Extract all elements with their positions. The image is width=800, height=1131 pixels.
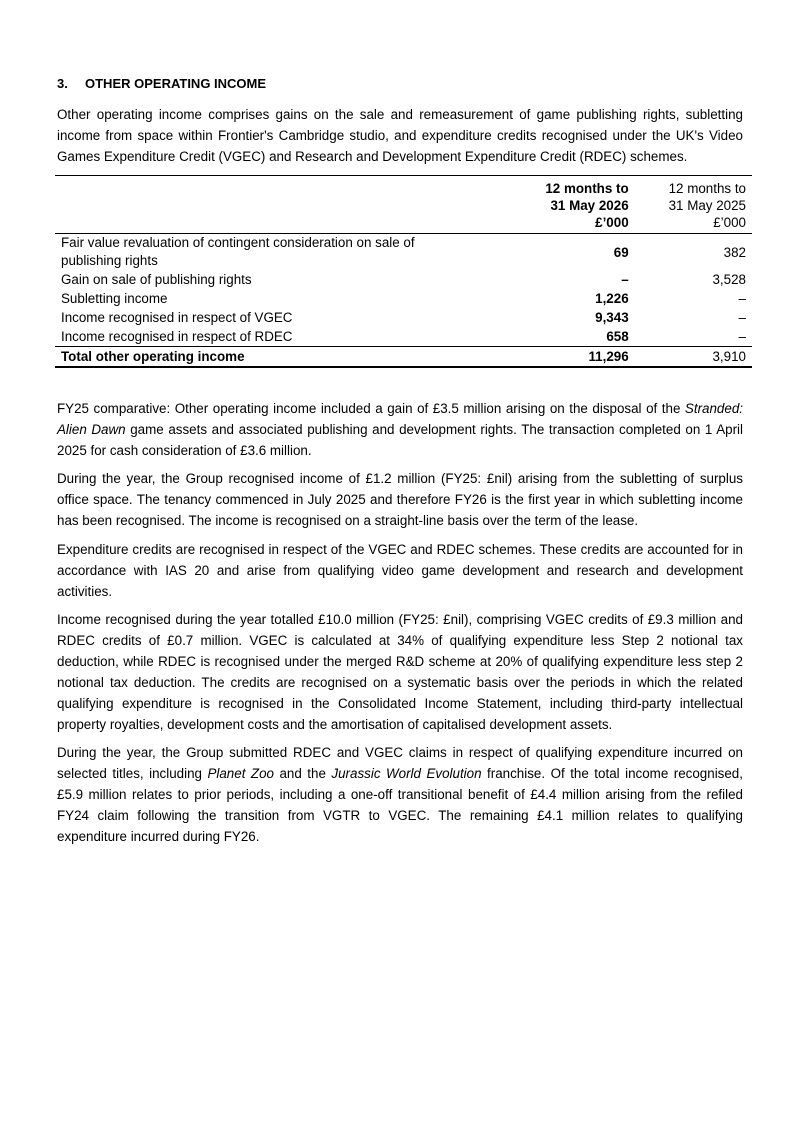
header-2025 xyxy=(635,176,752,234)
total-label: Total other operating income xyxy=(55,347,508,368)
claims-paragraph xyxy=(57,742,743,847)
p1-text-a: FY25 comparative: Other operating income included a gain of £3.5 million arising on the disposal of the xyxy=(57,401,685,416)
header-2026-line2: 31 May 2026 xyxy=(550,198,629,213)
section-heading xyxy=(57,76,266,91)
p5-text-a: During the year, the Group submitted RDEC and VGEC claims in respect of qualifying expenditure incurred on selected titles, including xyxy=(57,745,743,781)
header-2025-line1: 12 months to xyxy=(668,181,746,196)
table-row xyxy=(55,289,752,308)
intro-paragraph: Other operating income comprises gains on the sale and remeasurement of game publishing rights, subletting income from space within Frontier's Cambridge studio, and expenditure credits recognised under the UK's Video Games Expenditure Credit (VGEC) and Research and Development Expenditure Credit (RDEC) schemes. xyxy=(57,107,743,164)
row-value-2025: – xyxy=(738,310,746,325)
row-value-2026: 658 xyxy=(606,329,629,344)
header-2026-line1: 12 months to xyxy=(545,181,629,196)
income-table xyxy=(55,175,752,368)
section-title: OTHER OPERATING INCOME xyxy=(85,76,267,91)
row-value-2025: 382 xyxy=(635,234,752,271)
table-row xyxy=(55,327,752,347)
header-blank xyxy=(55,176,508,234)
header-2026 xyxy=(508,176,635,234)
section-number: 3. xyxy=(57,76,68,91)
table-row xyxy=(55,308,752,327)
table-header-row xyxy=(55,176,752,234)
p5-italic-planet-zoo: Planet Zoo xyxy=(207,766,274,781)
total-value-2025: 3,910 xyxy=(635,347,752,368)
p5-text-c: franchise. Of the total income recognised, £5.9 million relates to prior periods, including a one-off transitional benefit of £4.4 million arising from the refiled FY24 claim following the transition from VGTR to VGEC. The remaining £4.1 million relates to qualifying expenditure incurred during FY26. xyxy=(57,766,743,844)
p5-text-b: and the xyxy=(273,766,332,781)
row-value-2025: – xyxy=(738,329,746,344)
row-value-2026: – xyxy=(621,272,629,287)
fy25-comparative-paragraph xyxy=(57,398,743,461)
row-value-2026: 1,226 xyxy=(595,291,629,306)
header-2025-line2: 31 May 2025 xyxy=(668,198,746,213)
row-label: Income recognised in respect of VGEC xyxy=(61,310,293,325)
p1-text-b: game assets and associated publishing and development rights. The transaction completed on 1 April 2025 for cash consideration of £3.6 million. xyxy=(57,422,743,458)
row-value-2026: 9,343 xyxy=(595,310,629,325)
table-row xyxy=(55,234,752,271)
header-2026-unit: £’000 xyxy=(595,215,629,230)
expenditure-credits-paragraph: Expenditure credits are recognised in respect of the VGEC and RDEC schemes. These credits are accounted for in accordance with IAS 20 and arise from qualifying video game development and research and development activities. xyxy=(57,542,743,599)
row-label: Subletting income xyxy=(61,291,168,306)
income-recognised-paragraph: Income recognised during the year totalled £10.0 million (FY25: £nil), comprising VGEC credits of £9.3 million and RDEC credits of £0.7 million. VGEC is calculated at 34% of qualifying expenditure less Step 2 notional tax deduction, while RDEC is recognised under the merged R&D scheme at 20% of qualifying expenditure less step 2 notional tax deduction. The credits are recognised on a systematic basis over the periods in which the related qualifying expenditure is recognised in the Consolidated Income Statement, including third-party intellectual property royalties, development costs and the amortisation of capitalised development assets. xyxy=(57,612,743,732)
row-value-2025: – xyxy=(738,291,746,306)
p1-italic-title: Stranded: Alien Dawn xyxy=(57,401,743,437)
subletting-paragraph: During the year, the Group recognised income of £1.2 million (FY25: £nil) arising from the subletting of surplus office space. The tenancy commenced in July 2025 and therefore FY26 is the first year in which subletting income has been recognised. The income is recognised on a straight-line basis over the term of the lease. xyxy=(57,471,743,528)
table-row xyxy=(55,270,752,289)
total-row xyxy=(55,347,752,368)
row-label: Gain on sale of publishing rights xyxy=(61,272,252,287)
row-value-2025: 3,528 xyxy=(712,272,746,287)
header-2025-unit: £’000 xyxy=(713,215,746,230)
p5-italic-jwe: Jurassic World Evolution xyxy=(331,766,482,781)
row-label: Income recognised in respect of RDEC xyxy=(61,329,293,344)
total-value-2026: 11,296 xyxy=(508,347,635,368)
row-value-2026: 69 xyxy=(508,234,635,271)
row-label: Fair value revaluation of contingent consideration on sale of publishing rights xyxy=(55,234,508,271)
